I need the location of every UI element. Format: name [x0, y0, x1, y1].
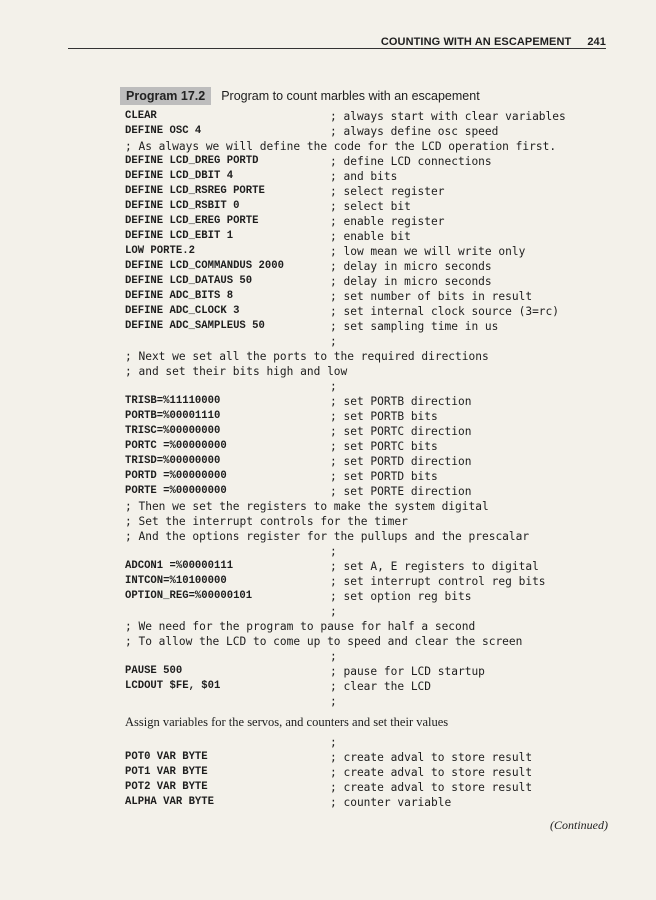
code-line: [125, 649, 615, 664]
code-comment: ; create adval to store result: [330, 766, 533, 779]
code-statement: LCDOUT $FE, $01: [125, 680, 221, 692]
code-comment: ;: [330, 380, 337, 393]
comment-line: ; And the options register for the pullups and the prescalar: [125, 530, 530, 543]
code-comment: ;: [330, 335, 337, 348]
code-statement: DEFINE LCD_RSREG PORTE: [125, 185, 265, 197]
code-comment: ; delay in micro seconds: [330, 275, 492, 288]
code-statement: DEFINE LCD_DREG PORTD: [125, 155, 259, 167]
code-line: [125, 214, 615, 229]
comment-line: ; To allow the LCD to come up to speed and clear the screen: [125, 635, 523, 648]
code-line: [125, 154, 615, 169]
code-comment: ; set PORTC direction: [330, 425, 472, 438]
code-listing: [125, 109, 615, 709]
code-comment: ; select register: [330, 185, 445, 198]
code-line: [125, 274, 615, 289]
code-comment: ; create adval to store result: [330, 751, 533, 764]
code-comment: ;: [330, 736, 337, 749]
code-line: [125, 795, 615, 810]
code-comment: ; and bits: [330, 170, 398, 183]
comment-line: ; Then we set the registers to make the system digital: [125, 500, 489, 513]
code-line: [125, 454, 615, 469]
running-head: [68, 36, 606, 48]
code-statement: INTCON=%10100000: [125, 575, 227, 587]
code-statement: DEFINE ADC_SAMPLEUS 50: [125, 320, 265, 332]
chapter-title: COUNTING WITH AN ESCAPEMENT: [380, 36, 572, 48]
continued-note: (Continued): [550, 818, 608, 832]
program-caption: [120, 86, 480, 106]
code-listing-continued: [125, 735, 615, 810]
code-line: [125, 244, 615, 259]
code-line: [125, 694, 615, 709]
code-line: [125, 439, 615, 454]
body-text: Assign variables for the servos, and counters and set their values: [125, 715, 449, 729]
code-comment: ; set sampling time in us: [330, 320, 499, 333]
code-statement: PORTC =%00000000: [125, 440, 227, 452]
code-comment: ; set PORTD direction: [330, 455, 472, 468]
code-statement: ADCON1 =%00000111: [125, 560, 234, 572]
code-statement: TRISD=%00000000: [125, 455, 221, 467]
code-statement: ALPHA VAR BYTE: [125, 796, 215, 808]
code-comment: ; define LCD connections: [330, 155, 492, 168]
program-label: Program 17.2: [120, 87, 211, 105]
code-statement: TRISC=%00000000: [125, 425, 221, 437]
code-comment: ; set interrupt control reg bits: [330, 575, 546, 588]
code-line: [125, 334, 615, 349]
comment-line: ; Set the interrupt controls for the timer: [125, 515, 408, 528]
code-comment: ;: [330, 650, 337, 663]
code-comment: ; enable register: [330, 215, 445, 228]
code-line: [125, 349, 615, 364]
code-comment: ; set PORTB bits: [330, 410, 438, 423]
header-rule: [68, 48, 606, 49]
page-number: 241: [587, 36, 606, 48]
code-line: [125, 499, 615, 514]
code-line: [125, 589, 615, 604]
code-line: [125, 664, 615, 679]
code-line: [125, 484, 615, 499]
code-statement: POT2 VAR BYTE: [125, 781, 208, 793]
code-line: [125, 409, 615, 424]
code-line: [125, 735, 615, 750]
code-comment: ; set option reg bits: [330, 590, 472, 603]
code-comment: ; enable bit: [330, 230, 411, 243]
code-statement: DEFINE ADC_BITS 8: [125, 290, 234, 302]
code-line: [125, 559, 615, 574]
code-line: [125, 514, 615, 529]
code-comment: ; select bit: [330, 200, 411, 213]
code-statement: CLEAR: [125, 110, 157, 122]
code-comment: ; set number of bits in result: [330, 290, 533, 303]
code-line: [125, 544, 615, 559]
code-line: [125, 364, 615, 379]
code-statement: DEFINE ADC_CLOCK 3: [125, 305, 240, 317]
code-line: [125, 199, 615, 214]
code-statement: DEFINE LCD_EBIT 1: [125, 230, 234, 242]
code-statement: DEFINE LCD_EREG PORTE: [125, 215, 259, 227]
code-line: [125, 574, 615, 589]
code-line: [125, 529, 615, 544]
code-comment: ;: [330, 605, 337, 618]
code-line: [125, 289, 615, 304]
code-line: [125, 319, 615, 334]
code-line: [125, 304, 615, 319]
code-comment: ;: [330, 545, 337, 558]
comment-line: ; and set their bits high and low: [125, 365, 348, 378]
code-line: [125, 394, 615, 409]
code-comment: ; set PORTD bits: [330, 470, 438, 483]
code-statement: DEFINE LCD_RSBIT 0: [125, 200, 240, 212]
code-comment: ; always define osc speed: [330, 125, 499, 138]
code-statement: TRISB=%11110000: [125, 395, 221, 407]
code-line: [125, 679, 615, 694]
code-comment: ;: [330, 695, 337, 708]
code-line: [125, 634, 615, 649]
comment-line: ; Next we set all the ports to the required directions: [125, 350, 489, 363]
code-line: [125, 184, 615, 199]
code-comment: ; set A, E registers to digital: [330, 560, 539, 573]
code-comment: ; delay in micro seconds: [330, 260, 492, 273]
code-statement: DEFINE LCD_DBIT 4: [125, 170, 234, 182]
code-statement: OPTION_REG=%00000101: [125, 590, 253, 602]
code-statement: PORTE =%00000000: [125, 485, 227, 497]
code-line: [125, 469, 615, 484]
comment-line: ; We need for the program to pause for half a second: [125, 620, 476, 633]
code-comment: ; counter variable: [330, 796, 452, 809]
code-line: [125, 109, 615, 124]
code-line: [125, 780, 615, 795]
code-comment: ; clear the LCD: [330, 680, 432, 693]
code-statement: DEFINE LCD_DATAUS 50: [125, 275, 253, 287]
code-line: [125, 259, 615, 274]
code-line: [125, 619, 615, 634]
code-line: [125, 379, 615, 394]
code-line: [125, 750, 615, 765]
code-statement: POT1 VAR BYTE: [125, 766, 208, 778]
code-statement: PORTD =%00000000: [125, 470, 227, 482]
program-title: Program to count marbles with an escapement: [221, 89, 480, 103]
code-line: [125, 765, 615, 780]
code-line: [125, 124, 615, 139]
code-line: [125, 169, 615, 184]
code-line: [125, 229, 615, 244]
code-statement: DEFINE OSC 4: [125, 125, 202, 137]
code-comment: ; set PORTE direction: [330, 485, 472, 498]
code-comment: ; set PORTC bits: [330, 440, 438, 453]
code-comment: ; always start with clear variables: [330, 110, 566, 123]
code-line: [125, 604, 615, 619]
code-comment: ; low mean we will write only: [330, 245, 526, 258]
code-line: [125, 424, 615, 439]
code-comment: ; set internal clock source (3=rc): [330, 305, 560, 318]
code-comment: ; pause for LCD startup: [330, 665, 485, 678]
code-statement: DEFINE LCD_COMMANDUS 2000: [125, 260, 284, 272]
code-statement: PORTB=%00001110: [125, 410, 221, 422]
comment-line: ; As always we will define the code for the LCD operation first.: [125, 140, 557, 153]
code-line: [125, 139, 615, 154]
code-comment: ; create adval to store result: [330, 781, 533, 794]
code-statement: LOW PORTE.2: [125, 245, 195, 257]
code-statement: POT0 VAR BYTE: [125, 751, 208, 763]
code-comment: ; set PORTB direction: [330, 395, 472, 408]
code-statement: PAUSE 500: [125, 665, 183, 677]
